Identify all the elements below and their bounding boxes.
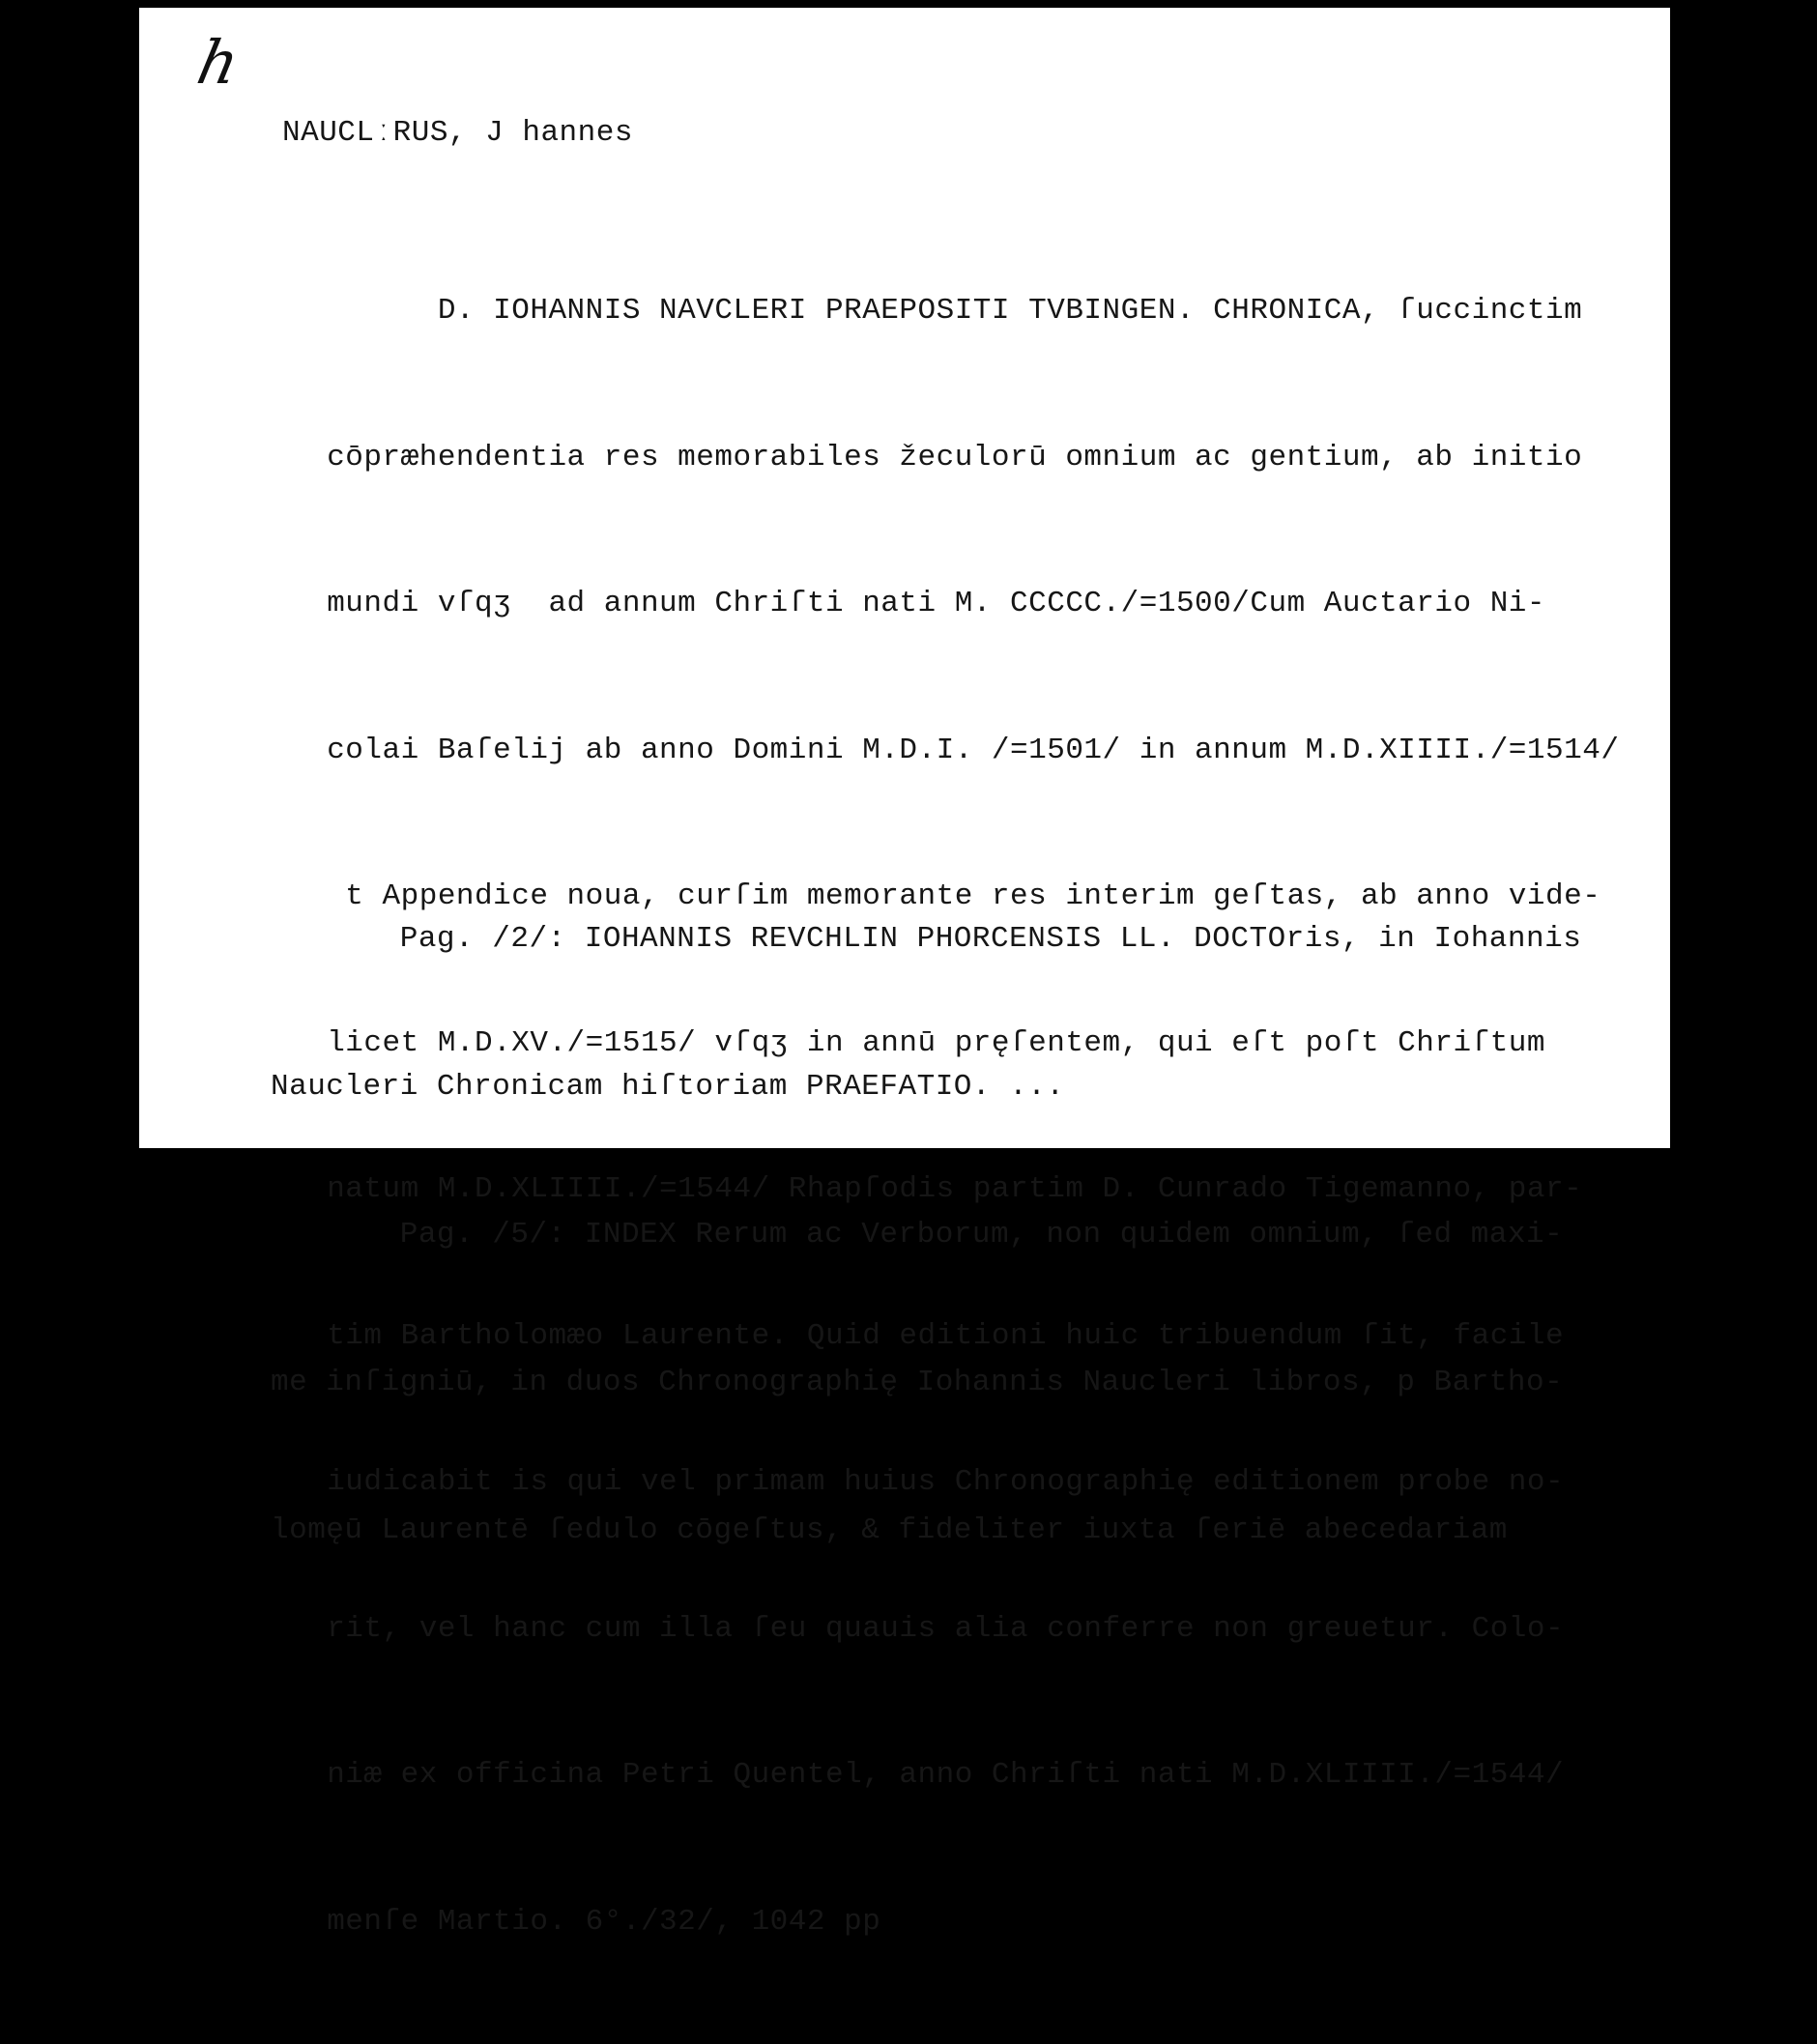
note-line: Naucleri Chronicam hiſtoriam PRAEFATIO. ... xyxy=(271,1070,1065,1104)
note-line: Pag. /2/: IOHANNIS REVCHLIN PHORCENSIS LL. DOCTOris, in Iohannis xyxy=(271,922,1582,956)
author-heading: NAUCLːRUS, J hannes xyxy=(282,116,633,150)
entry-line: menſe Martio. 6°./32/, 1042 pp xyxy=(290,1904,881,1939)
note-line: me inſigniū, in duos Chronographię Iohannis Naucleri libros, p Bartho- xyxy=(271,1366,1564,1399)
entry-line: licet M.D.XV./=1515/ vſqʒ in annū pręſentem, qui eſt poſt Chriſtum xyxy=(290,1025,1546,1060)
note-line: Pag. /5/: INDEX Rerum ac Verborum, non quidem omnium, ſed maxi- xyxy=(271,1218,1564,1252)
note-line: lomęū Laurentē ſedulo cōgeſtus, & fideliter iuxta ſeriē abecedariam xyxy=(271,1513,1508,1547)
entry-line: niæ ex officina Petri Quentel, anno Chriſti nati M.D.XLIIII./=1544/ xyxy=(290,1758,1565,1792)
entry-line: cōpræhendentia res memorabiles žeculorū omnium ac gentium, ab initio xyxy=(290,440,1583,475)
entry-line: t Appendice noua, curſim memorante res interim geſtas, ab anno vide- xyxy=(290,879,1601,913)
entry-line: D. IOHANNIS NAVCLERI PRAEPOSITI TVBINGEN. CHRONICA, ſuccinctim xyxy=(290,294,1583,328)
entry-line: iudicabit is qui vel primam huius Chronographię editionem probe no- xyxy=(290,1465,1565,1499)
contents-notes xyxy=(271,816,1581,1654)
entry-line: colai Baſelij ab anno Domini M.D.I. /=1501/ in annum M.D.XIIII./=1514/ xyxy=(290,733,1620,767)
entry-line: rit, vel hanc cum illa ſeu quauis alia conferre non greuetur. Colo- xyxy=(290,1611,1565,1646)
entry-line: mundi vſqʒ ad annum Chriſti nati M. CCCCC./=1500/Cum Auctario Ni- xyxy=(290,587,1546,620)
entry-line: tim Bartholomæo Laurente. Quid editioni huic tribuendum ſit, facile xyxy=(290,1318,1565,1353)
entry-line: natum M.D.XLIIII./=1544/ Rhapſodis partim D. Cunrado Tigemanno, par- xyxy=(290,1172,1583,1206)
catalog-card xyxy=(139,8,1670,1939)
handwritten-mark: h xyxy=(191,27,245,98)
